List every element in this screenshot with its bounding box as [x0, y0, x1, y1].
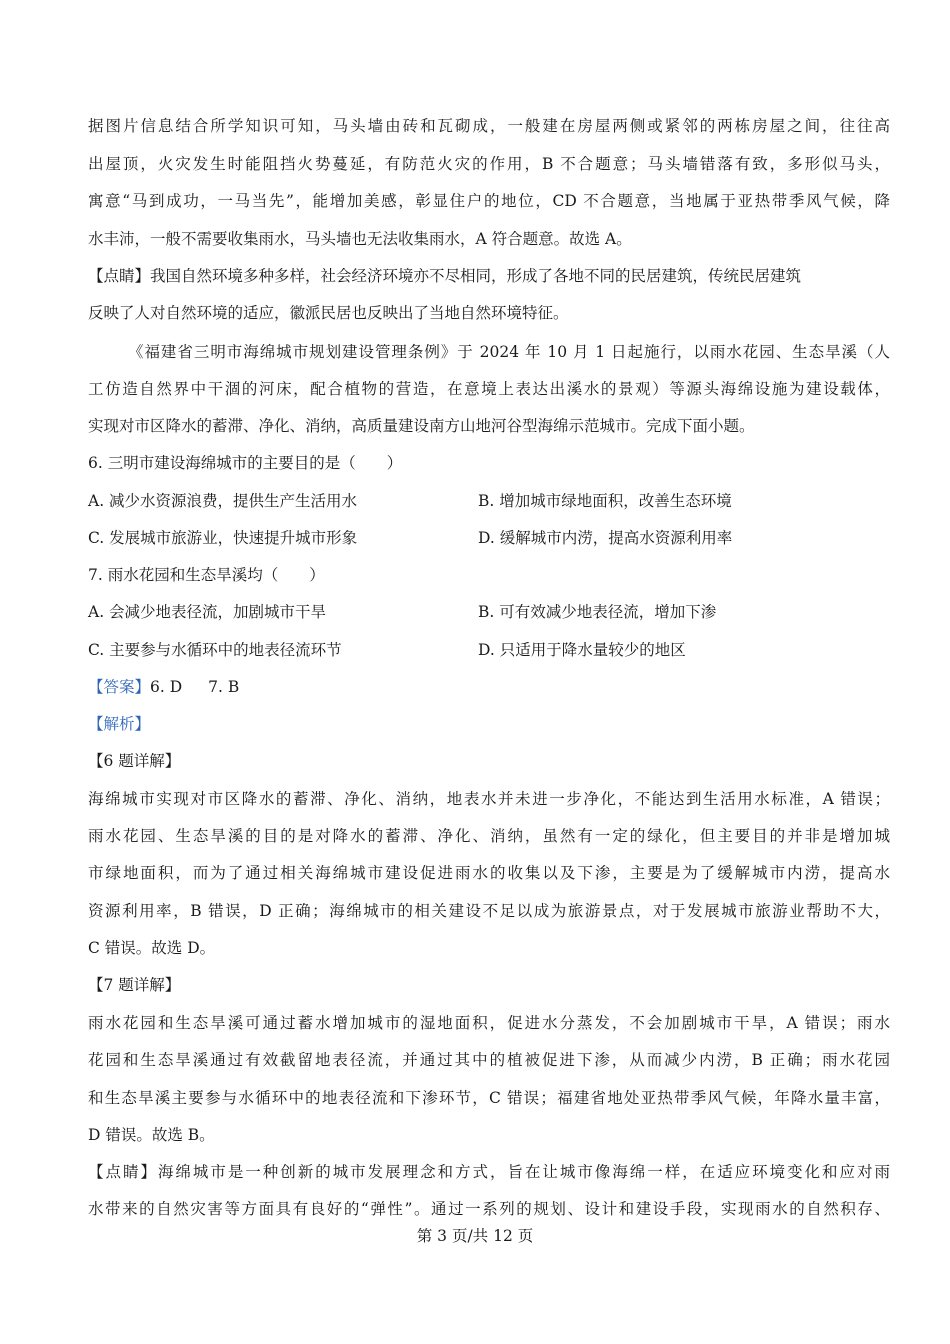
detail-7-tag: 【7 题详解】 [88, 976, 181, 994]
answer-line [88, 676, 890, 698]
final-note-tag: 【点睛】 [88, 1163, 158, 1181]
detail-6-line-3: 市绿地面积，而为了通过相关海绵城市建设促进雨水的收集以及下渗，主要是为了缓解城市内涝，提高水 [88, 864, 890, 882]
detail-6-line-5: C 错误。故选 D。 [88, 939, 216, 957]
answer-7: 7. B [208, 678, 240, 696]
detail-6-line-2: 雨水花园、生态旱溪的目的是对降水的蓄滞、净化、消纳，虽然有一定的绿化，但主要目的并非是增加城 [88, 827, 890, 845]
answer-tag: 【答案】 [88, 678, 151, 696]
answer-6: 6. D [150, 678, 183, 696]
detail-7-line-4: D 错误。故选 B。 [88, 1126, 215, 1144]
prev-analysis-line-2: 出屋顶，火灾发生时能阻挡火势蔓延，有防范火灾的作用，B 不合题意；马头墙错落有致，多形似马头， [88, 155, 890, 173]
prev-note-line-1 [88, 265, 890, 287]
question-6-stem: 6. 三明市建设海绵城市的主要目的是（ ） [88, 454, 403, 472]
prev-note-line-2: 反映了人对自然环境的适应，徽派民居也反映出了当地自然环境特征。 [88, 304, 569, 322]
material-line-3: 实现对市区降水的蓄滞、净化、消纳，高质量建设南方山地河谷型海绵示范城市。完成下面小题。 [88, 417, 755, 435]
material-line-1: 《福建省三明市海绵城市规划建设管理条例》于 2024 年 10 月 1 日起施行，以雨水花园、生态旱溪（人 [128, 343, 890, 361]
detail-6-tag: 【6 题详解】 [88, 752, 181, 770]
question-7-option-c: C. 主要参与水循环中的地表径流环节 [88, 641, 342, 659]
detail-6-line-1: 海绵城市实现对市区降水的蓄滞、净化、消纳，地表水并未进一步净化，不能达到生活用水标准，A 错误； [88, 790, 890, 808]
question-7-option-d: D. 只适用于降水量较少的地区 [478, 641, 686, 659]
question-6-option-c: C. 发展城市旅游业，快速提升城市形象 [88, 529, 358, 547]
detail-7-line-2: 花园和生态旱溪通过有效截留地表径流，并通过其中的植被促进下渗，从而减少内涝，B 正确；雨水花园 [88, 1051, 890, 1069]
question-7-option-a: A. 会减少地表径流，加剧城市干旱 [88, 603, 327, 621]
question-6-option-d: D. 缓解城市内涝，提高水资源利用率 [478, 529, 733, 547]
detail-7-line-1: 雨水花园和生态旱溪可通过蓄水增加城市的湿地面积，促进水分蒸发，不会加剧城市干旱，A 错误；雨水 [88, 1014, 890, 1032]
prev-note-tag: 【点睛】 [88, 267, 151, 285]
detail-7-line-3: 和生态旱溪主要参与水循环中的地表径流和下渗环节，C 错误；福建省地处亚热带季风气候，年降水量丰富， [88, 1089, 890, 1107]
final-note-line-2: 水带来的自然灾害等方面具有良好的“弹性”。通过一系列的规划、设计和建设手段，实现雨水的自然积存、 [88, 1200, 890, 1218]
question-7-option-b: B. 可有效减少地表径流，增加下渗 [478, 603, 717, 621]
question-6-option-b: B. 增加城市绿地面积，改善生态环境 [478, 492, 732, 510]
final-note-text: 海绵城市是一种创新的城市发展理念和方式，旨在让城市像海绵一样，在适应环境变化和应对雨 [157, 1163, 890, 1181]
prev-analysis-line-4: 水丰沛，一般不需要收集雨水，马头墙也无法收集雨水，A 符合题意。故选 A。 [88, 230, 632, 248]
question-7-stem: 7. 雨水花园和生态旱溪均（ ） [88, 566, 325, 584]
question-6-option-a: A. 减少水资源浪费，提供生产生活用水 [88, 492, 358, 510]
detail-6-line-4: 资源利用率，B 错误，D 正确；海绵城市的相关建设不足以成为旅游景点，对于发展城市旅游业帮助不大， [88, 902, 890, 920]
prev-analysis-line-1: 据图片信息结合所学知识可知，马头墙由砖和瓦砌成，一般建在房屋两侧或紧邻的两栋房屋之间，往往高 [88, 117, 890, 135]
page-footer: 第 3 页/共 12 页 [416, 1227, 534, 1245]
prev-analysis-line-3: 寓意“马到成功，一马当先”，能增加美感，彰显住户的地位，CD 不合题意，当地属于亚热带季风气候，降 [88, 192, 890, 210]
final-note-line-1 [88, 1161, 890, 1183]
material-line-2: 工仿造自然界中干涸的河床，配合植物的营造，在意境上表达出溪水的景观）等源头海绵设施为建设载体， [88, 380, 890, 398]
analysis-tag: 【解析】 [88, 715, 151, 733]
prev-note-text: 我国自然环境多种多样，社会经济环境亦不尽相同，形成了各地不同的民居建筑，传统民居建筑 [150, 267, 802, 285]
